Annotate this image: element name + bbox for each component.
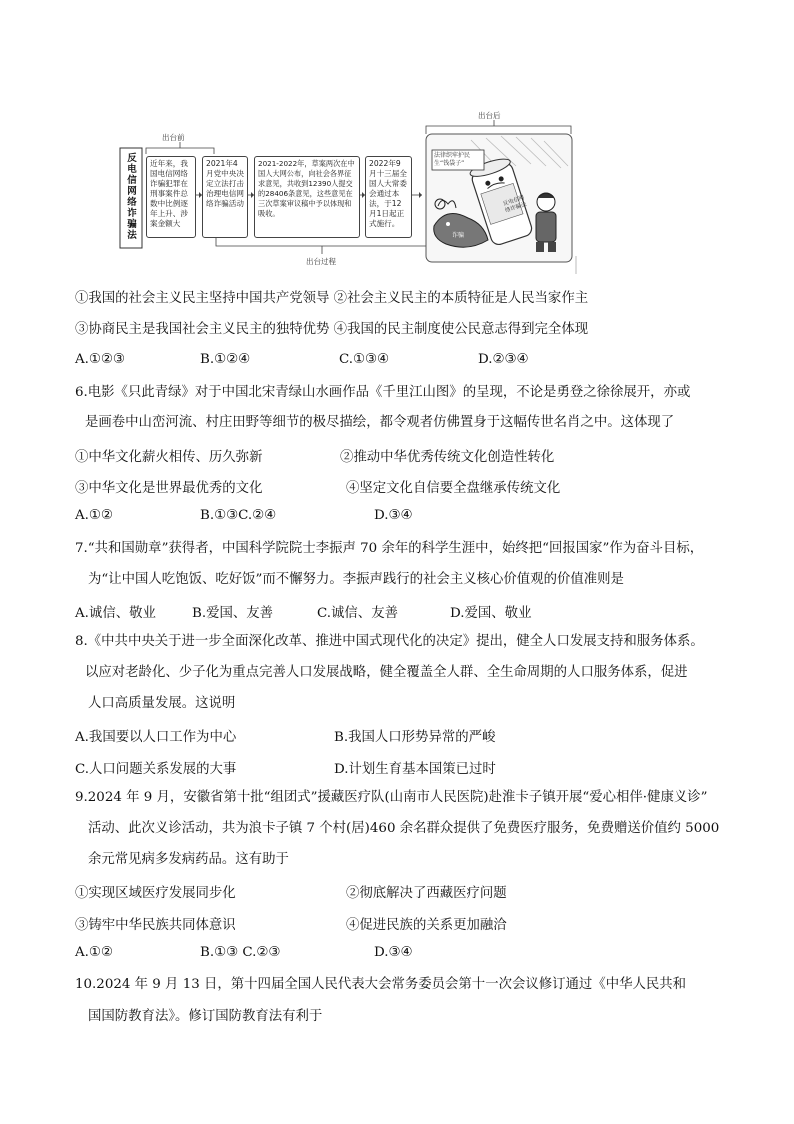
q7-stem-line-1: 7.“共和国勋章”获得者，中国科学院院士李振声 70 余年的科学生涯中，始终把“回报国家”作为奋斗目标， <box>75 541 704 556</box>
q8-stem-line-2: 以应对老龄化、少子化为重点完善人口发展战略，健全覆盖全人群、全生命周期的人口服务体系，促进 <box>85 665 688 680</box>
q7-choice-a: A.诚信、敬业 <box>75 606 156 621</box>
q8-choice-d: D.计划生育基本国策已过时 <box>334 762 496 777</box>
q6-stem-line-2: 是画卷中山峦河流、村庄田野等细节的极尽描绘，都令观者仿佛置身于这幅传世名肖之中。这体现了 <box>85 415 675 430</box>
q5-choice-a: A.①②③ <box>75 352 125 367</box>
law-process-figure <box>116 106 578 278</box>
q5-choice-b: B.①②④ <box>200 352 251 367</box>
q6-stem-line-1: 6.电影《只此青绿》对于中国北宋青绿山水画作品《千里江山图》的呈现，不论是勇登之徐徐展开，亦或 <box>75 385 691 400</box>
timeline-box-2: 2021年4月党中央决定立法打击治理电信网络诈骗活动 <box>202 156 248 238</box>
q9-choice-a: A.①② <box>75 945 113 960</box>
q7-choice-d: D.爱国、敬业 <box>450 606 532 621</box>
q9-statement-4: ④促进民族的关系更加融洽 <box>346 918 507 933</box>
timeline-box-4: 2022年9月十三届全国人大常委会通过本法，于12月1日起正式施行。 <box>365 156 412 238</box>
q6-statement-1: ①中华文化薪火相传、历久弥新 <box>75 450 263 465</box>
q6-choice-d: D.③④ <box>374 508 413 523</box>
timeline-box-3: 2021-2022年，草案两次在中国人大网公布，向社会各界征求意见，共收到12390人提交的28406条意见，这些意见在三次草案审议稿中予以体现和吸收。 <box>254 156 360 238</box>
q8-choice-c: C.人口问题关系发展的大事 <box>75 762 237 777</box>
q9-stem-line-1: 9.2024 年 9 月，安徽省第十批“组团式”援藏医疗队(山南市人民医院)赴淮卡子镇开展“爱心相伴·健康义诊” <box>75 790 708 805</box>
before-label: 出台前 <box>162 133 185 142</box>
figure-vertical-label: 反电信网络诈骗法 <box>127 153 137 241</box>
q5-statements-row-2: ③协商民主是我国社会主义民主的独特优势 ④我国的民主制度使公民意志得到完全体现 <box>75 322 589 337</box>
q8-choice-b: B.我国人口形势异常的严峻 <box>334 730 496 745</box>
q7-stem-line-2: 为“让中国人吃饱饭、吃好饭”而不懈努力。李振声践行的社会主义核心价值观的价值准则是 <box>88 572 624 587</box>
q6-choice-a: A.①② <box>75 508 113 523</box>
q8-stem-line-1: 8.《中共中央关于进一步全面深化改革、推进中国式现代化的决定》提出，健全人口发展支持和服务体系。 <box>75 634 704 649</box>
cartoon-bottle-text: 反电信网络诈骗法 <box>502 194 528 215</box>
q7-choice-b: B.爱国、友善 <box>192 606 274 621</box>
timeline-box-1: 近年来，我国电信网络诈骗犯罪在刑事案件总数中比例逐年上升、涉案金额大 <box>146 156 196 238</box>
q9-stem-line-3: 余元常见病多发病药品。这有助于 <box>88 852 289 867</box>
cartoon-sign-text: 法律织牢护民生“钱袋子” <box>434 152 471 167</box>
q9-choice-d: D.③④ <box>374 945 413 960</box>
after-label: 出台后 <box>478 111 501 120</box>
q6-choice-bc: B.①③C.②④ <box>200 508 277 523</box>
q10-stem-line-1: 10.2024 年 9 月 13 日，第十四届全国人民代表大会常务委员会第十一次会议修订通过《中华人民共和 <box>75 977 687 992</box>
q9-stem-line-2: 活动、此次义诊活动，共为浪卡子镇 7 个村(居)460 余名群众提供了免费医疗服务，免费赠送价值约 5000 <box>88 821 720 836</box>
q6-statement-4: ④坚定文化自信要全盘继承传统文化 <box>346 481 561 496</box>
q6-statement-3: ③中华文化是世界最优秀的文化 <box>75 481 263 496</box>
q5-choice-d: D.②③④ <box>478 352 529 367</box>
q7-choice-c: C.诚信、友善 <box>317 606 398 621</box>
q8-choice-a: A.我国要以人口工作为中心 <box>75 730 237 745</box>
cartoon-fish-text: 诈骗 <box>452 232 465 239</box>
q5-choice-c: C.①③④ <box>339 352 390 367</box>
q9-statement-1: ①实现区域医疗发展同步化 <box>75 886 236 901</box>
q8-stem-line-3: 人口高质量发展。这说明 <box>88 696 236 711</box>
process-label: 出台过程 <box>306 257 336 266</box>
q6-statement-2: ②推动中华优秀传统文化创造性转化 <box>340 450 555 465</box>
q9-statement-2: ②彻底解决了西藏医疗问题 <box>346 886 507 901</box>
q5-statements-row-1: ①我国的社会主义民主坚持中国共产党领导 ②社会主义民主的本质特征是人民当家作主 <box>75 291 589 306</box>
q10-stem-line-2: 国国防教育法》。修订国防教育法有利于 <box>88 1009 323 1024</box>
q9-statement-3: ③铸牢中华民族共同体意识 <box>75 918 236 933</box>
q9-choice-bc: B.①③ C.②③ <box>200 945 281 960</box>
